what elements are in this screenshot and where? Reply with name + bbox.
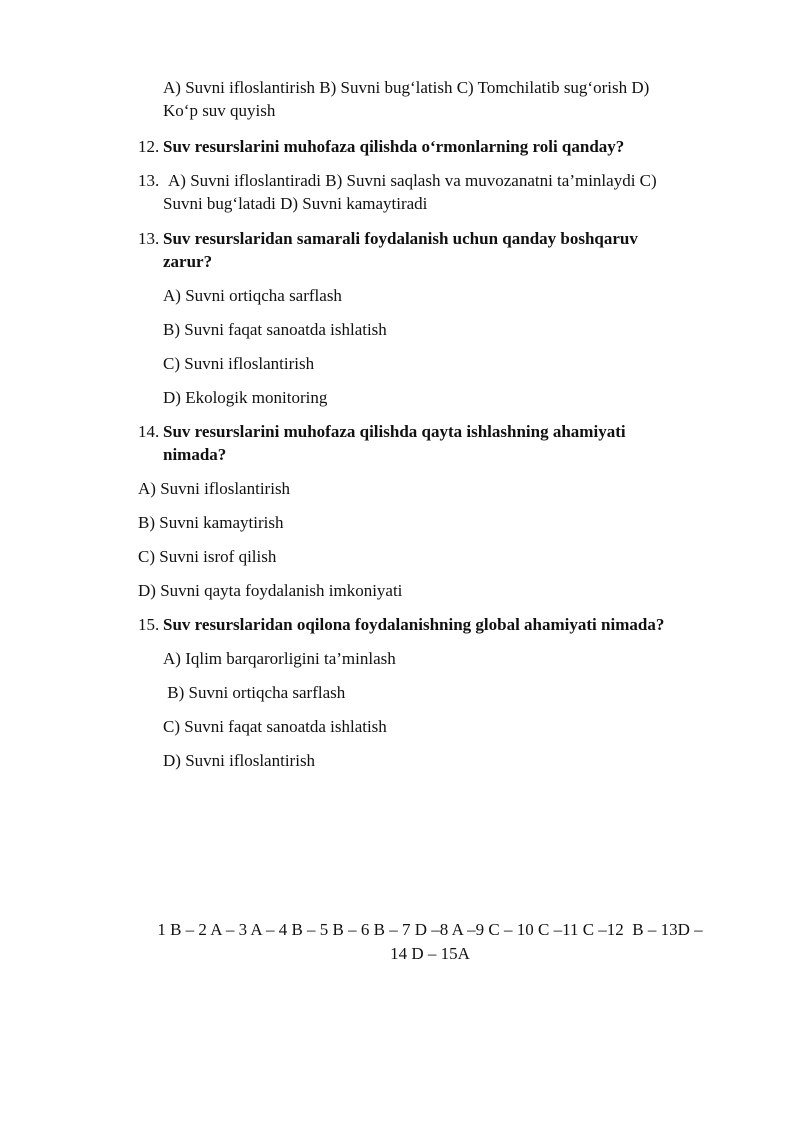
question-13-option-a: A) Suvni ortiqcha sarflash [163, 286, 342, 305]
question-12-number: 12. [138, 137, 160, 156]
question-15-number: 15. [138, 615, 160, 634]
question-13-option-c: C) Suvni ifloslantirish [163, 354, 315, 373]
question-14-option-b: B) Suvni kamaytirish [138, 513, 284, 532]
question-13-line1: Suv resurslaridan samarali foydalanish uchun qanday boshqaruv [163, 229, 638, 248]
answer-key-line1: 1 B – 2 A – 3 A – 4 B – 5 B – 6 B – 7 D –8 A –9 C – 10 C –11 C –12 B – 13D – [157, 920, 703, 939]
question-14-option-d: D) Suvni qayta foydalanish imkoniyati [138, 581, 403, 600]
q11-options-line2: Ko‘p suv quyish [163, 101, 276, 120]
question-12-options [0, 169, 800, 219]
question-13-number: 13. [138, 229, 160, 248]
q11-options-line1: A) Suvni ifloslantirish B) Suvni bug‘latish C) Tomchilatib sug‘orish D) [163, 78, 650, 97]
question-15-option-b: B) Suvni ortiqcha sarflash [163, 683, 346, 702]
question-13-line2: zarur? [163, 252, 213, 271]
question-12-options-number: 13. [138, 171, 160, 190]
question-14 [0, 420, 800, 470]
question-13-option-b: B) Suvni faqat sanoatda ishlatish [163, 320, 387, 339]
question-14-number: 14. [138, 422, 160, 441]
question-13-option-d: D) Ekologik monitoring [163, 388, 328, 407]
question-14-option-c: C) Suvni isrof qilish [138, 547, 277, 566]
question-15-option-d: D) Suvni ifloslantirish [163, 751, 316, 770]
question-14-option-a: A) Suvni ifloslantirish [138, 479, 291, 498]
question-12-text: Suv resurslarini muhofaza qilishda o‘rmonlarning roli qanday? [163, 137, 625, 156]
question-13 [0, 227, 800, 277]
question-14-text [163, 420, 723, 466]
answer-key [110, 918, 750, 966]
question-14-line1: Suv resurslarini muhofaza qilishda qayta ishlashning ahamiyati [163, 422, 626, 441]
question-15-option-a: A) Iqlim barqarorligini ta’minlash [163, 649, 396, 668]
question-15-text: Suv resurslaridan oqilona foydalanishning global ahamiyati nimada? [163, 615, 665, 634]
q11-options [163, 76, 723, 122]
question-14-line2: nimada? [163, 445, 227, 464]
question-12-options-text [163, 169, 723, 215]
question-12-options-line1: A) Suvni ifloslantiradi B) Suvni saqlash va muvozanatni ta’minlaydi C) [168, 171, 657, 190]
question-12-options-line2: Suvni bug‘latadi D) Suvni kamaytiradi [163, 194, 428, 213]
answer-key-line2: 14 D – 15A [390, 944, 470, 963]
question-15-option-c: C) Suvni faqat sanoatda ishlatish [163, 717, 387, 736]
question-13-text [163, 227, 723, 273]
